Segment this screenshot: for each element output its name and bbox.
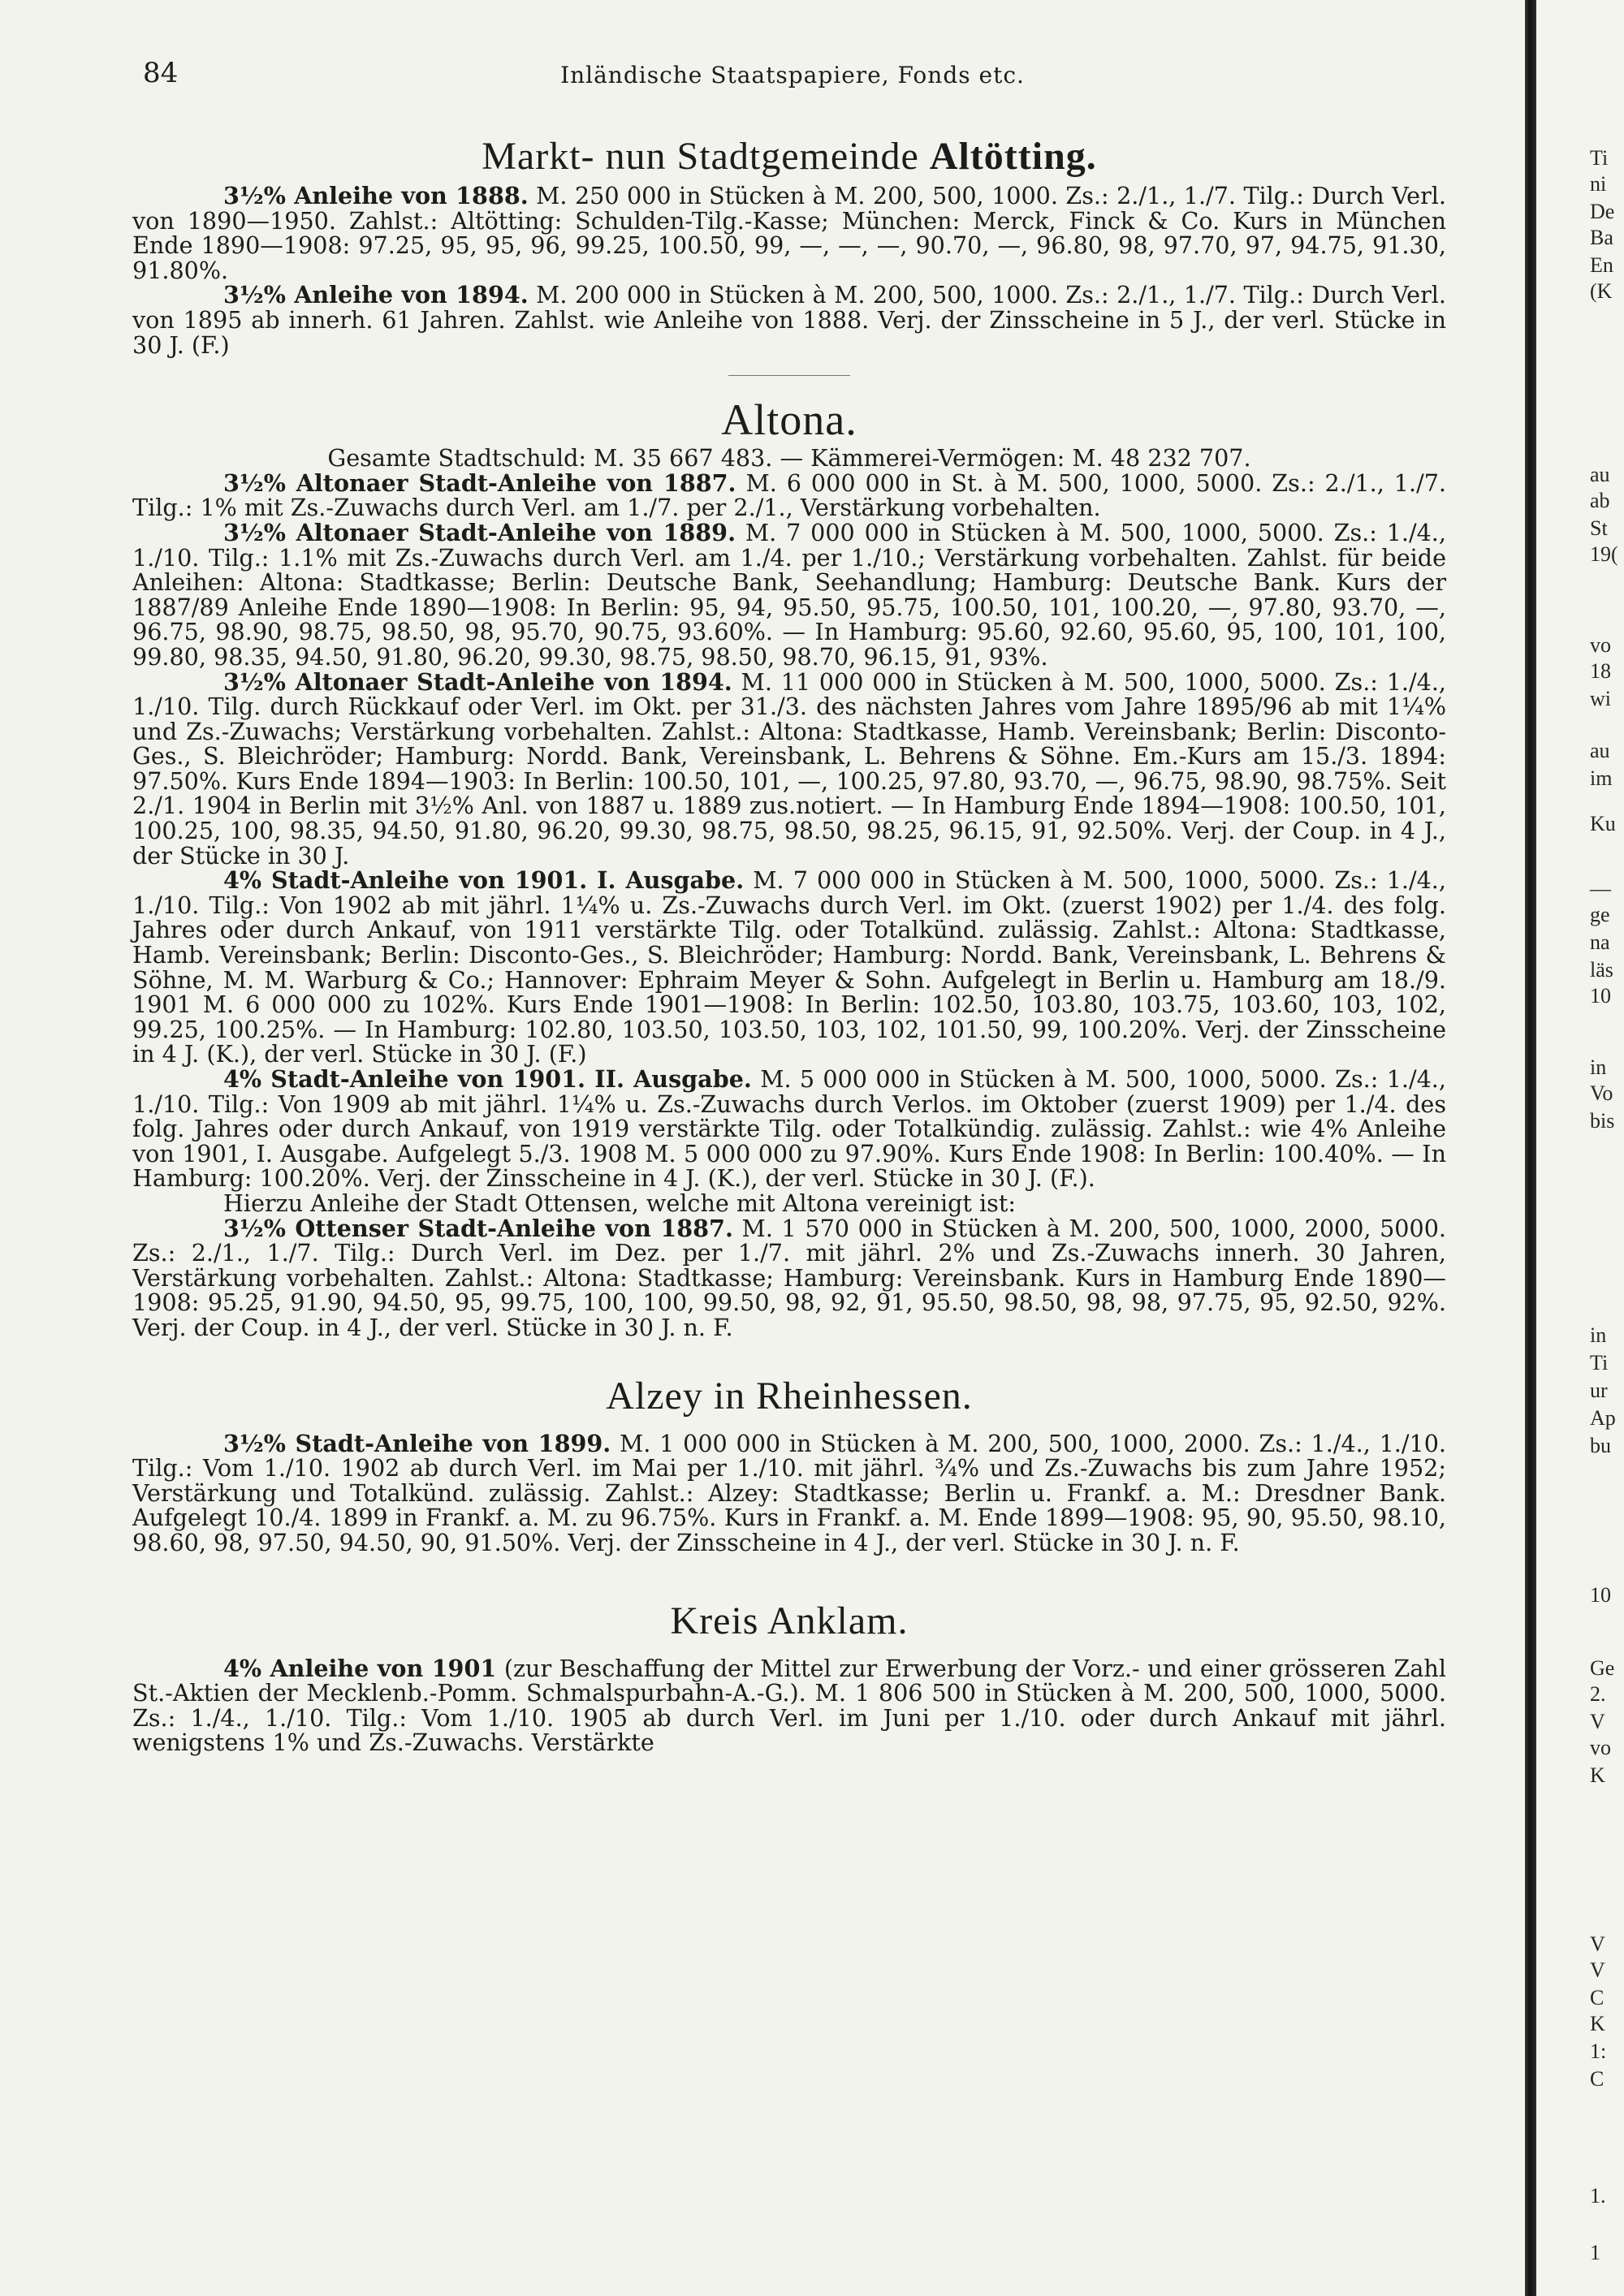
adjacent-page-fragment: vo	[1590, 1736, 1611, 1759]
loan-text: M. 6 000 000 in St. à M. 500, 1000, 5000. Zs.: 2./1., 1./7. Tilg.: 1% mit Zs.-Zuwachs durch Verl. am 1./7. per 2./1., Verstärkung vorbehalten.	[132, 468, 1446, 522]
heading-bold-text: Altötting.	[929, 135, 1097, 178]
adjacent-page-fragment: Ge	[1590, 1656, 1615, 1680]
adjacent-page-fragment: im	[1590, 766, 1613, 790]
adjacent-page-fragment: 1:	[1590, 2039, 1607, 2063]
loan-title: 3½% Altonaer Stadt-Anleihe von 1887.	[223, 468, 736, 497]
adjacent-page-fragment: wi	[1590, 687, 1611, 710]
adjacent-page-fragment: Ku	[1590, 812, 1616, 835]
adjacent-page-fragment: ni	[1590, 172, 1607, 196]
loan-text: M. 1 570 000 in Stücken à M. 200, 500, 1000, 2000, 5000. Zs.: 2./1., 1./7. Tilg.: Durch Verl. im Dez. per 1./7. mit jährl. 2% und Zs.-Zuwachs innerh. 30 Jahren, Verstärkung vorbehalten. Zahlst.: Altona: Stadtkasse; Hamburg: Vereinsbank. Kurs in Hamburg Ende 1890—1908: 95.25, 91.90, 94.50, 95, 99.75, 100, 100, 99.50, 98, 92, 91, 95.50, 98.50, 98, 98, 97.75, 95, 92.50, 92%. Verj. der Coup. in 4 J., der verl. Stücke in 30 J. n. F.	[132, 1214, 1446, 1341]
loan-entry	[132, 468, 1446, 522]
ottensen-note: Hierzu Anleihe der Stadt Ottensen, welche mit Altona vereinigt ist:	[223, 1189, 1016, 1217]
loan-entry	[132, 520, 1446, 670]
loan-entry	[132, 1656, 1446, 1755]
adjacent-page-fragment: bu	[1590, 1434, 1611, 1457]
loan-title: 3½% Stadt-Anleihe von 1899.	[223, 1429, 611, 1457]
adjacent-page-fragment: C	[1590, 1986, 1605, 2009]
loan-entry	[132, 283, 1446, 357]
section-heading-altoetting	[132, 133, 1446, 180]
section-heading-anklam: Kreis Anklam.	[670, 1599, 909, 1642]
loan-title: 3½% Anleihe von 1894.	[223, 281, 529, 309]
adjacent-page-fragment: vo	[1590, 633, 1611, 657]
adjacent-page-fragment: in	[1590, 1323, 1607, 1347]
adjacent-page-fragment: De	[1590, 200, 1615, 223]
loan-title: 3½% Altonaer Stadt-Anleihe von 1894.	[223, 667, 732, 696]
loan-entry	[132, 868, 1446, 1067]
loan-title: 3½% Ottenser Stadt-Anleihe von 1887.	[223, 1214, 733, 1242]
adjacent-page-fragment: ge	[1590, 903, 1610, 926]
loan-entry	[132, 1216, 1446, 1340]
adjacent-page-fragment: Ba	[1590, 226, 1613, 249]
loan-title: 3½% Altonaer Stadt-Anleihe von 1889.	[223, 518, 736, 546]
adjacent-page-fragment: au	[1590, 463, 1610, 486]
heading-plain-text: Markt- nun Stadtgemeinde	[482, 135, 919, 178]
page-number: 84	[143, 57, 179, 89]
adjacent-page-fragment: St	[1590, 516, 1608, 540]
adjacent-page-fragment: na	[1590, 930, 1610, 954]
loan-title: 4% Anleihe von 1901	[223, 1654, 497, 1682]
adjacent-page-fragment: C	[1590, 2067, 1605, 2091]
adjacent-page-fragment: bis	[1590, 1109, 1615, 1133]
adjacent-page-fragment: ab	[1590, 489, 1610, 512]
adjacent-page-fragment: —	[1590, 877, 1611, 900]
loan-title: 4% Stadt-Anleihe von 1901. II. Ausgabe.	[223, 1065, 752, 1093]
loan-text: M. 7 000 000 in Stücken à M. 500, 1000, 5000. Zs.: 1./4., 1./10. Tilg.: 1.1% mit Zs.-Zuwachs durch Verl. am 1./4. per 1./10.; Verstärkung vorbehalten. Zahlst. für beide Anleihen: Altona: Stadtkasse; Berlin: Deutsche Bank, Seehandlung; Hamburg: Deutsche Bank. Kurs der 1887/89 Anleihe Ende 1890—1908: In Berlin: 95, 94, 95.50, 95.75, 100.50, 101, 100.20, —, 97.80, 93.70, —, 96.75, 98.90, 98.75, 98.50, 98, 95.70, 90.75, 93.60%. — In Hamburg: 95.60, 92.60, 95.60, 95, 100, 101, 100, 99.80, 98.35, 94.50, 91.80, 96.20, 99.30, 98.75, 98.50, 98.70, 96.15, 91, 93%.	[132, 518, 1446, 671]
adjacent-page-fragment: Ti	[1590, 146, 1609, 170]
loan-entry	[132, 1431, 1446, 1556]
loan-text: M. 7 000 000 in Stücken à M. 500, 1000, 5000. Zs.: 1./4., 1./10. Tilg.: Von 1902 ab mit jährl. 1¼% u. Zs.-Zuwachs durch Verl. im Okt. (zuerst 1902) per 1./4. des folg. Jahres oder durch Ankauf, von 1911 verstärkte Tilg. oder Totalkünd. zulässig. Zahlst.: Altona: Stadtkasse, Hamb. Vereinsbank; Berlin: Disconto-Ges., S. Bleichröder; Hamburg: Nordd. Bank, Vereinsbank, L. Behrens & Söhne, M. M. Warburg & Co.; Hannover: Ephraim Meyer & Sohn. Aufgelegt in Berlin u. Hamburg am 18./9. 1901 M. 6 000 000 zu 102%. Kurs Ende 1901—1908: In Berlin: 102.50, 103.80, 103.75, 103.60, 103, 102, 99.25, 100.25%. — In Hamburg: 102.80, 103.50, 103.50, 103, 102, 101.50, 99, 100.20%. Verj. der Zinsscheine in 4 J. (K.), der verl. Stücke in 30 J. (F.)	[132, 866, 1446, 1068]
loan-title: 3½% Anleihe von 1888.	[223, 182, 529, 209]
adjacent-page-fragment: läs	[1590, 958, 1613, 982]
adjacent-page-fragment: ur	[1590, 1379, 1608, 1402]
adjacent-page-fragment: 10	[1590, 984, 1611, 1008]
loan-text: M. 5 000 000 in Stücken à M. 500, 1000, 5000. Zs.: 1./4., 1./10. Tilg.: Von 1909 ab mit jährl. 1¼% u. Zs.-Zuwachs durch Verlos. im Oktober (zuerst 1909) per 1./4. des folg. Jahres oder durch Ankauf, von 1919 verstärkte Tilg. oder Totalkündig. zulässig. Zahlst.: wie 4% Anleihe von 1901, I. Ausgabe. Aufgelegt 5./3. 1908 M. 5 000 000 zu 97.90%. Kurs Ende 1908: In Berlin: 100.40%. — In Hamburg: 100.20%. Verj. der Zinsscheine in 4 J. (K.), der verl. Stücke in 30 J. (F.).	[132, 1065, 1446, 1193]
adjacent-page-fragment: K	[1590, 2012, 1605, 2035]
adjacent-page-fragment: V	[1590, 1710, 1605, 1733]
loan-text: (zur Beschaffung der Mittel zur Erwerbung der Vorz.- und einer grösseren Zahl St.-Aktien der Mecklenb.-Pomm. Schmalspurbahn-A.-G.). M. 1 806 500 in Stücken à M. 200, 500, 1000, 5000. Zs.: 1./4., 1./10. Tilg.: Vom 1./10. 1905 ab durch Verl. im Juni per 1./10. oder durch Ankauf mit jährl. wenigstens 1% und Zs.-Zuwachs. Verstärkte	[132, 1654, 1446, 1757]
adjacent-page-fragment: 1.	[1590, 2184, 1606, 2208]
loan-entry	[132, 183, 1446, 283]
loan-text: M. 1 000 000 in Stücken à M. 200, 500, 1000, 2000. Zs.: 1./4., 1./10. Tilg.: Vom 1./10. 1902 ab durch Verl. im Mai per 1./10. mit jährl. ¾% und Zs.-Zuwachs bis zum Jahre 1952; Verstärkung und Totalkünd. zulässig. Zahlst.: Alzey: Stadtkasse; Berlin u. Frankf. a. M.: Dresdner Bank. Aufgelegt 10./4. 1899 in Frankf. a. M. zu 96.75%. Kurs in Frankf. a. M. Ende 1899—1908: 95, 90, 95.50, 98.10, 98.60, 98, 97.50, 94.50, 90, 91.50%. Verj. der Zinsscheine in 4 J., der verl. Stücke in 30 J. n. F.	[132, 1429, 1447, 1556]
adjacent-page-edge	[1536, 0, 1624, 2296]
adjacent-page-fragment: Ap	[1590, 1406, 1616, 1430]
adjacent-page-fragment: in	[1590, 1055, 1607, 1079]
loan-title: 4% Stadt-Anleihe von 1901. I. Ausgabe.	[223, 866, 745, 895]
adjacent-page-fragment: 10	[1590, 1583, 1611, 1607]
loan-text: M. 200 000 in Stücken à M. 200, 500, 1000. Zs.: 2./1., 1./7. Tilg.: Durch Verl. von 1895 ab innerh. 61 Jahren. Zahlst. wie Anleihe von 1888. Verj. der Zinsscheine in 5 J., der verl. Stücke in 30 J. (F.)	[132, 281, 1446, 359]
adjacent-page-fragment: 19(	[1590, 542, 1618, 566]
section-heading-alzey: Alzey in Rheinhessen.	[606, 1374, 973, 1418]
adjacent-page-fragment: V	[1590, 1958, 1605, 1982]
adjacent-page-fragment: 2.	[1590, 1682, 1606, 1706]
running-head	[143, 57, 1442, 89]
adjacent-page-fragment: K	[1590, 1763, 1605, 1787]
section-heading-altona: Altona.	[721, 395, 857, 445]
adjacent-page-fragment: 1	[1590, 2241, 1600, 2264]
loan-text: M. 250 000 in Stücken à M. 200, 500, 1000. Zs.: 2./1., 1./7. Tilg.: Durch Verl. von 1890—1950. Zahlst.: Altötting: Schulden-Tilg.-Kasse; München: Merck, Finck & Co. Kurs in München Ende 1890—1908: 97.25, 95, 95, 96, 99.25, 100.50, 99, —, —, —, 90.70, —, 96.80, 98, 97.70, 97, 94.75, 91.30, 91.80%.	[132, 182, 1446, 284]
adjacent-page-fragment: Ti	[1590, 1351, 1609, 1375]
page-content	[132, 133, 1446, 1755]
adjacent-page-fragment: V	[1590, 1932, 1605, 1956]
debt-summary: Gesamte Stadtschuld: M. 35 667 483. — Kämmerei-Vermögen: M. 48 232 707.	[327, 444, 1251, 473]
adjacent-page-fragment: 18	[1590, 659, 1611, 683]
adjacent-page-fragment: Vo	[1590, 1081, 1613, 1105]
book-gutter	[1525, 0, 1536, 2296]
loan-entry	[132, 667, 1446, 870]
running-head-title: Inländische Staatspapiere, Fonds etc.	[560, 62, 1025, 88]
section-divider	[728, 375, 850, 376]
loan-entry	[132, 1067, 1446, 1191]
adjacent-page-fragment: (K	[1590, 279, 1613, 303]
adjacent-page-fragment: au	[1590, 739, 1610, 762]
loan-text: M. 11 000 000 in Stücken à M. 500, 1000, 5000. Zs.: 1./4., 1./10. Tilg. durch Rückkauf oder Verl. im Okt. per 31./3. des nächsten Jahres vom Jahre 1895/96 ab mit 1¼% und Zs.-Zuwachs; Verstärkung vorbehalten. Zahlst.: Altona: Stadtkasse, Hamb. Vereinsbank; Berlin: Disconto-Ges., S. Bleichröder; Hamburg: Nordd. Bank, Vereinsbank, L. Behrens & Söhne. Em.-Kurs am 15./3. 1894: 97.50%. Kurs Ende 1894—1903: In Berlin: 100.50, 101, —, 100.25, 97.80, 93.70, —, 96.75, 98.90, 98.75%. Seit 2./1. 1904 in Berlin mit 3½% Anl. von 1887 u. 1889 zus.notiert. — In Hamburg Ende 1894—1908: 100.50, 101, 100.25, 100, 98.35, 94.50, 91.80, 96.20, 99.30, 98.75, 98.50, 98.25, 96.15, 91, 92.50%. Verj. der Coup. in 4 J., der Stücke in 30 J.	[132, 667, 1446, 870]
adjacent-page-fragment: En	[1590, 253, 1613, 277]
